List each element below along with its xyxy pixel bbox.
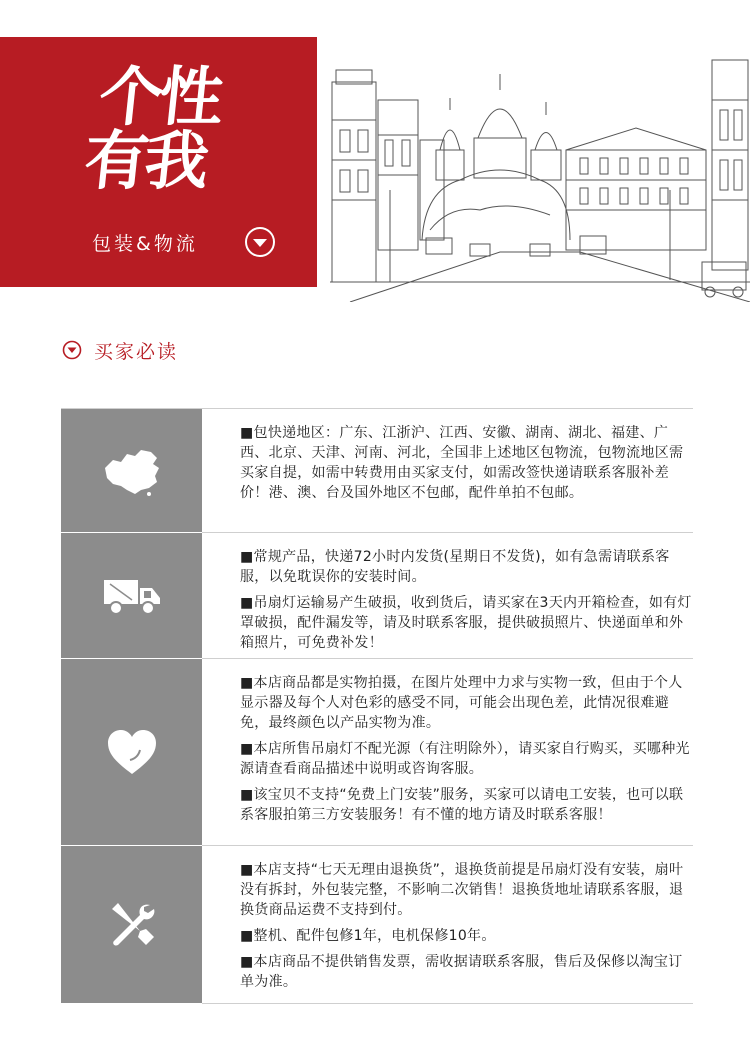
heart-icon: [106, 728, 158, 776]
info-row-delivery: [61, 533, 693, 659]
page-title: [80, 61, 274, 199]
row-content: [202, 659, 693, 845]
title-line-1: 个性: [95, 61, 224, 135]
row-content: [202, 533, 693, 658]
row-paragraph: ■该宝贝不支持“免费上门安装”服务，买家可以请电工安装，也可以联系客服拍第三方安装服务！有不懂的地方请及时联系客服！: [240, 787, 684, 823]
row-icon-cell: [61, 846, 202, 1004]
row-paragraph: ■吊扇灯运输易产生破损，收到货后，请买家在3天内开箱检查，如有灯罩破损，配件漏发等，请及时联系客服，提供破损照片、快递面单和外箱照片，可免费补发！: [240, 595, 692, 651]
row-paragraph: ■本店所售吊扇灯不配光源（有注明除外），请买家自行购买，买哪种光源请查看商品描述中说明或咨询客服。: [240, 741, 690, 777]
title-line-2: 有我: [80, 125, 209, 199]
chevron-down-circle-icon: [62, 340, 82, 360]
row-paragraph: ■本店商品都是实物拍摄，在图片处理中力求与实物一致，但由于个人显示器及每个人对色彩的感受不同，可能会出现色差，此情况很难避免，最终颜色以产品实物为准。: [240, 675, 683, 731]
row-paragraph: ■整机、配件包修1年，电机保修10年。: [240, 928, 496, 944]
row-paragraph: ■包快递地区：广东、江浙沪、江西、安徽、湖南、湖北、福建、广西、北京、天津、河南、河北，全国非上述地区包物流，包物流地区需买家自提，如需中转费用由买家支付，如需改签快递请联系客服补差价！港、澳、台及国外地区不包邮，配件单拍不包邮。: [240, 425, 684, 501]
row-content: [202, 846, 693, 1003]
row-paragraph: ■本店商品不提供销售发票，需收据请联系客服，售后及保修以淘宝订单为准。: [240, 954, 683, 990]
header-subtitle: 包装&物流: [92, 233, 198, 255]
city-street-illustration: [330, 40, 750, 302]
row-content: [202, 409, 693, 532]
row-paragraph: ■常规产品，快递72小时内发货(星期日不发货)，如有急需请联系客服，以免耽误你的安装时间。: [240, 549, 670, 585]
tools-wrench-screwdriver-icon: [106, 899, 158, 951]
row-paragraph: ■本店支持“七天无理由退换货”，退换货前提是吊扇灯没有安装，扇叶没有拆封，外包装完整，不影响二次销售！退换货地址请联系客服，退换货商品运费不支持到付。: [240, 862, 684, 918]
row-icon-cell: [61, 533, 202, 659]
info-table: [61, 408, 693, 1004]
row-icon-cell: [61, 659, 202, 846]
info-row-shipping-area: [61, 408, 693, 533]
chevron-down-circle-icon: [245, 227, 275, 257]
delivery-truck-icon: [102, 576, 162, 616]
section-title: 买家必读: [94, 340, 179, 363]
china-map-icon: [99, 446, 165, 496]
info-row-after-sales: [61, 846, 693, 1004]
info-row-product-notes: [61, 659, 693, 846]
row-icon-cell: [61, 409, 202, 533]
section-header: [62, 338, 178, 362]
